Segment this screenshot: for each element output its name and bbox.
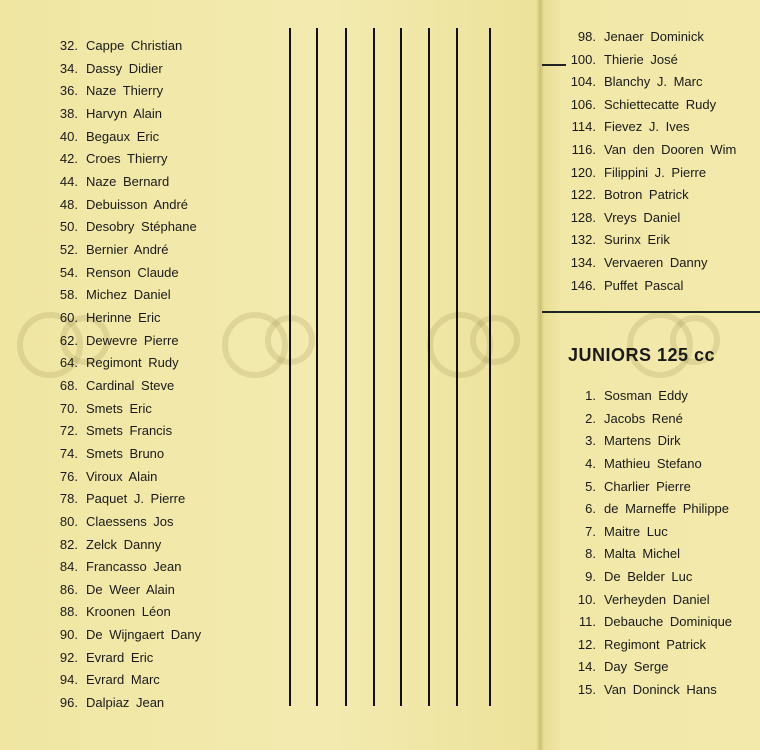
entry-name: Evrard Eric <box>86 650 154 665</box>
entry-number: 116. <box>571 142 596 157</box>
list-item <box>568 682 717 698</box>
entry-number: 122. <box>570 187 596 202</box>
list-item <box>54 219 197 235</box>
entry-number: 44. <box>59 174 78 189</box>
list-item <box>568 592 710 608</box>
entry-name: Herinne Eric <box>86 310 161 325</box>
entry-number: 74. <box>59 446 78 461</box>
entry-number: 86. <box>59 582 78 597</box>
list-item <box>568 637 706 653</box>
entry-number: 5. <box>585 479 596 494</box>
entry-name: Desobry Stéphane <box>86 219 197 234</box>
entry-number: 80. <box>59 514 78 529</box>
list-item <box>54 287 171 303</box>
entry-number: 76. <box>59 469 78 484</box>
entry-name: Dalpiaz Jean <box>86 695 165 710</box>
entry-name: Croes Thierry <box>86 151 168 166</box>
list-item <box>568 97 716 113</box>
entry-name: Zelck Danny <box>86 537 162 552</box>
entry-number: 36. <box>59 83 78 98</box>
entry-name: Vervaeren Danny <box>604 255 708 270</box>
vertical-rule <box>316 28 318 706</box>
entry-name: Smets Eric <box>86 401 152 416</box>
list-item <box>54 672 160 688</box>
entry-number: 11. <box>578 614 596 629</box>
list-item <box>54 446 164 462</box>
entry-number: 1. <box>585 388 596 403</box>
list-item <box>568 569 692 585</box>
entry-number: 9. <box>585 569 596 584</box>
entry-number: 132. <box>570 232 596 247</box>
list-item <box>568 659 668 675</box>
list-item <box>54 242 169 258</box>
list-item <box>568 278 683 294</box>
entry-name: Verheyden Daniel <box>604 592 710 607</box>
list-item <box>568 232 670 248</box>
entry-number: 96. <box>59 695 78 710</box>
entry-number: 70. <box>59 401 78 416</box>
entry-number: 14. <box>577 659 596 674</box>
list-item <box>54 469 157 485</box>
list-item <box>568 210 680 226</box>
vertical-rule <box>373 28 375 706</box>
list-item <box>54 378 174 394</box>
entry-number: 100. <box>570 52 596 67</box>
entry-name: Van den Dooren Wim <box>604 142 737 157</box>
entry-number: 84. <box>59 559 78 574</box>
entry-name: Smets Bruno <box>86 446 165 461</box>
list-item <box>54 401 152 417</box>
entry-number: 3. <box>585 433 596 448</box>
entry-number: 68. <box>59 378 78 393</box>
entry-number: 128. <box>570 210 596 225</box>
entry-name: Puffet Pascal <box>604 278 684 293</box>
entry-number: 114. <box>571 119 596 134</box>
entry-number: 88. <box>59 604 78 619</box>
entry-number: 48. <box>59 197 78 212</box>
list-item <box>54 129 159 145</box>
list-item <box>568 142 736 158</box>
list-item <box>568 614 732 630</box>
section-divider <box>542 311 760 313</box>
entry-name: Mathieu Stefano <box>604 456 702 471</box>
list-item <box>568 29 704 45</box>
vertical-rule <box>289 28 291 706</box>
list-item <box>54 582 175 598</box>
entry-name: Botron Patrick <box>604 187 689 202</box>
list-item <box>568 456 702 472</box>
entry-number: 34. <box>59 61 78 76</box>
list-item <box>568 52 678 68</box>
entry-name: Jacobs René <box>604 411 683 426</box>
entry-name: Regimont Rudy <box>86 355 179 370</box>
vertical-rule <box>428 28 430 706</box>
list-item <box>54 559 182 575</box>
entry-number: 64. <box>59 355 78 370</box>
entry-name: Debauche Dominique <box>604 614 733 629</box>
entry-name: Viroux Alain <box>86 469 158 484</box>
entry-name: Kroonen Léon <box>86 604 171 619</box>
list-item <box>54 423 172 439</box>
list-item <box>54 604 171 620</box>
entry-number: 7. <box>585 524 596 539</box>
list-item <box>568 119 689 135</box>
list-item <box>54 151 168 167</box>
entry-number: 12. <box>577 637 596 652</box>
entry-number: 4. <box>585 456 596 471</box>
entry-name: Dassy Didier <box>86 61 163 76</box>
entry-number: 58. <box>59 287 78 302</box>
entry-name: Van Doninck Hans <box>604 682 717 697</box>
entry-number: 106. <box>570 97 596 112</box>
list-item <box>54 265 179 281</box>
entry-name: Naze Bernard <box>86 174 170 189</box>
list-item <box>54 537 161 553</box>
entry-number: 94. <box>59 672 78 687</box>
entry-name: Day Serge <box>604 659 669 674</box>
vertical-rule <box>456 28 458 706</box>
entry-name: Martens Dirk <box>604 433 681 448</box>
list-item <box>54 627 201 643</box>
list-item <box>54 355 179 371</box>
list-item <box>568 546 680 562</box>
entry-name: Schiettecatte Rudy <box>604 97 717 112</box>
entry-number: 52. <box>59 242 78 257</box>
entry-name: Michez Daniel <box>86 287 171 302</box>
entry-number: 78. <box>59 491 78 506</box>
list-item <box>568 74 702 90</box>
entry-number: 38. <box>59 106 78 121</box>
entry-name: Begaux Eric <box>86 129 160 144</box>
entry-name: Cappe Christian <box>86 38 183 53</box>
list-item <box>568 411 683 427</box>
entry-name: Charlier Pierre <box>604 479 691 494</box>
entry-name: Malta Michel <box>604 546 680 561</box>
entry-number: 60. <box>59 310 78 325</box>
entry-number: 54. <box>59 265 78 280</box>
list-item <box>54 197 188 213</box>
entry-name: Cardinal Steve <box>86 378 175 393</box>
list-item <box>568 524 668 540</box>
entry-name: De Wijngaert Dany <box>86 627 202 642</box>
list-item <box>54 310 161 326</box>
entry-name: Vreys Daniel <box>604 210 681 225</box>
entry-name: Francasso Jean <box>86 559 182 574</box>
entry-name: Bernier André <box>86 242 169 257</box>
entry-number: 120. <box>570 165 596 180</box>
entry-name: Debuisson André <box>86 197 189 212</box>
entry-number: 50. <box>59 219 78 234</box>
entry-name: De Belder Luc <box>604 569 693 584</box>
entry-number: 42. <box>59 151 78 166</box>
vertical-rule <box>400 28 402 706</box>
entry-name: Claessens Jos <box>86 514 174 529</box>
entry-number: 40. <box>59 129 78 144</box>
entry-name: Fievez J. Ives <box>604 119 690 134</box>
entry-name: Smets Francis <box>86 423 173 438</box>
entry-number: 8. <box>585 546 596 561</box>
list-item <box>54 106 162 122</box>
list-item <box>568 255 707 271</box>
entry-number: 134. <box>570 255 596 270</box>
entry-number: 15. <box>577 682 596 697</box>
list-item <box>568 433 681 449</box>
list-item <box>568 187 689 203</box>
list-item <box>54 83 163 99</box>
entry-name: Dewevre Pierre <box>86 333 179 348</box>
entry-number: 90. <box>59 627 78 642</box>
entry-name: Renson Claude <box>86 265 179 280</box>
list-item <box>54 695 164 711</box>
entry-name: Blanchy J. Marc <box>604 74 703 89</box>
entry-name: Thierie José <box>604 52 678 67</box>
list-item <box>54 650 153 666</box>
entry-number: 32. <box>59 38 78 53</box>
list-item <box>568 165 706 181</box>
entry-name: de Marneffe Philippe <box>604 501 730 516</box>
section-rule <box>542 64 566 66</box>
entry-name: Jenaer Dominick <box>604 29 704 44</box>
list-item <box>54 38 182 54</box>
list-item <box>568 388 688 404</box>
entry-number: 62. <box>59 333 78 348</box>
entry-number: 146. <box>570 278 596 293</box>
entry-name: Naze Thierry <box>86 83 164 98</box>
list-item <box>568 501 729 517</box>
watermark-logo <box>215 300 325 410</box>
entry-number: 72. <box>59 423 78 438</box>
entry-name: Sosman Eddy <box>604 388 688 403</box>
entry-name: Surinx Erik <box>604 232 670 247</box>
entry-name: Maitre Luc <box>604 524 668 539</box>
list-item <box>54 491 185 507</box>
entry-name: Evrard Marc <box>86 672 160 687</box>
section-title-juniors: JUNIORS 125 cc <box>568 345 716 365</box>
entry-number: 82. <box>59 537 78 552</box>
entry-number: 92. <box>59 650 78 665</box>
vertical-rule <box>489 28 491 706</box>
entry-number: 104. <box>570 74 596 89</box>
page-gutter <box>536 0 544 750</box>
entry-number: 98. <box>577 29 596 44</box>
list-item <box>54 333 179 349</box>
list-item <box>54 61 163 77</box>
list-item <box>54 514 174 530</box>
entry-name: Filippini J. Pierre <box>604 165 707 180</box>
list-item <box>54 174 169 190</box>
list-item <box>568 479 691 495</box>
entry-number: 6. <box>585 501 596 516</box>
entry-number: 10. <box>577 592 596 607</box>
vertical-rule <box>345 28 347 706</box>
entry-name: Harvyn Alain <box>86 106 162 121</box>
entry-name: Paquet J. Pierre <box>86 491 186 506</box>
entry-name: Regimont Patrick <box>604 637 706 652</box>
entry-number: 2. <box>585 411 596 426</box>
watermark-logo <box>420 300 530 410</box>
entry-name: De Weer Alain <box>86 582 175 597</box>
